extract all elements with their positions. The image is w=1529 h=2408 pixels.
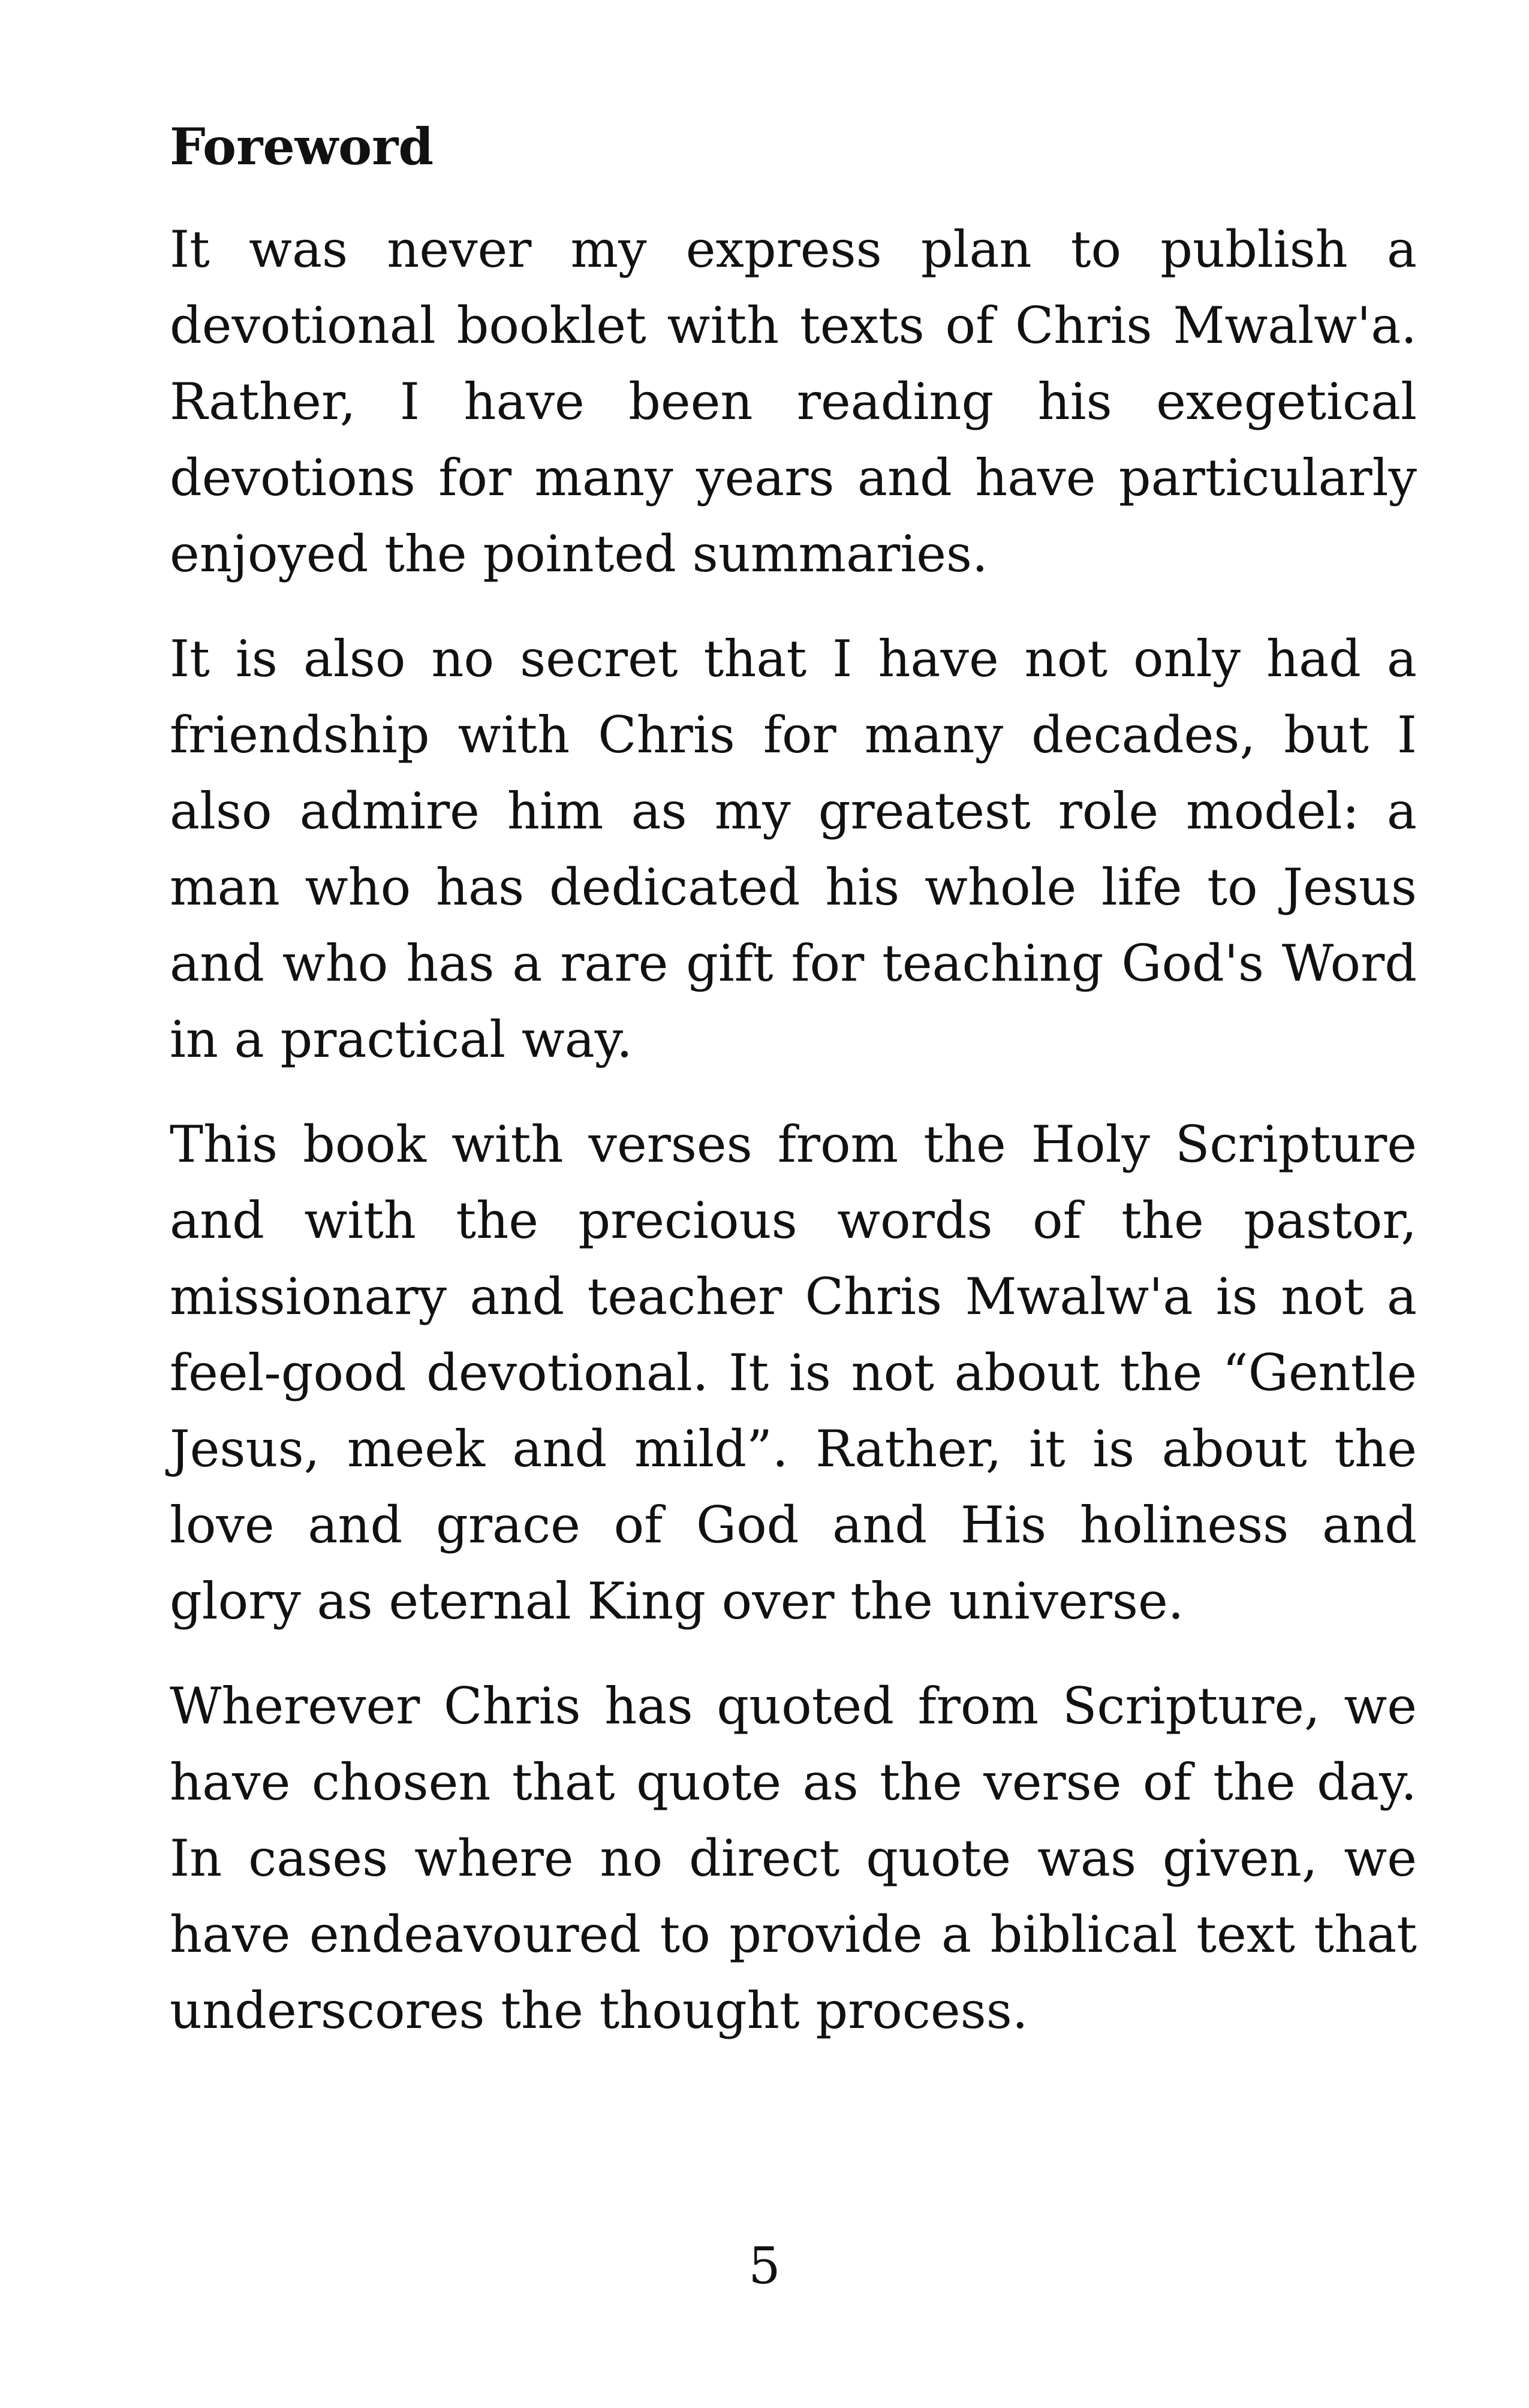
page-content bbox=[170, 111, 1417, 2078]
paragraph-3: This book with verses from the Holy Scripture and with the precious words of the pastor, missionary and teacher Chris Mwalw'a is not a feel-good devotional. It is not about the “Gentle Jesus, meek and mild”. Rather, it is about the love and grace of God and His holiness and glory as eternal King over the universe. bbox=[170, 1115, 1417, 1631]
paragraph-1: It was never my express plan to publish a devotional booklet with texts of Chris Mwalw'a. Rather, I have been reading his exegetical devotions for many years and have particularly enjoyed the pointed summaries. bbox=[170, 220, 1417, 583]
paragraph-4: Wherever Chris has quoted from Scripture, we have chosen that quote as the verse of the day. In cases where no direct quote was given, we have endeavoured to provide a biblical text that underscores the thought process. bbox=[170, 1677, 1417, 2040]
paragraph-2: It is also no secret that I have not only had a friendship with Chris for many decades, but I also admire him as my greatest role model: a man who has dedicated his whole life to Jesus and who has a rare gift for teaching God's Word in a practical way. bbox=[170, 629, 1417, 1069]
page-number: 5 bbox=[748, 2237, 781, 2295]
section-heading: Foreword bbox=[170, 117, 434, 176]
